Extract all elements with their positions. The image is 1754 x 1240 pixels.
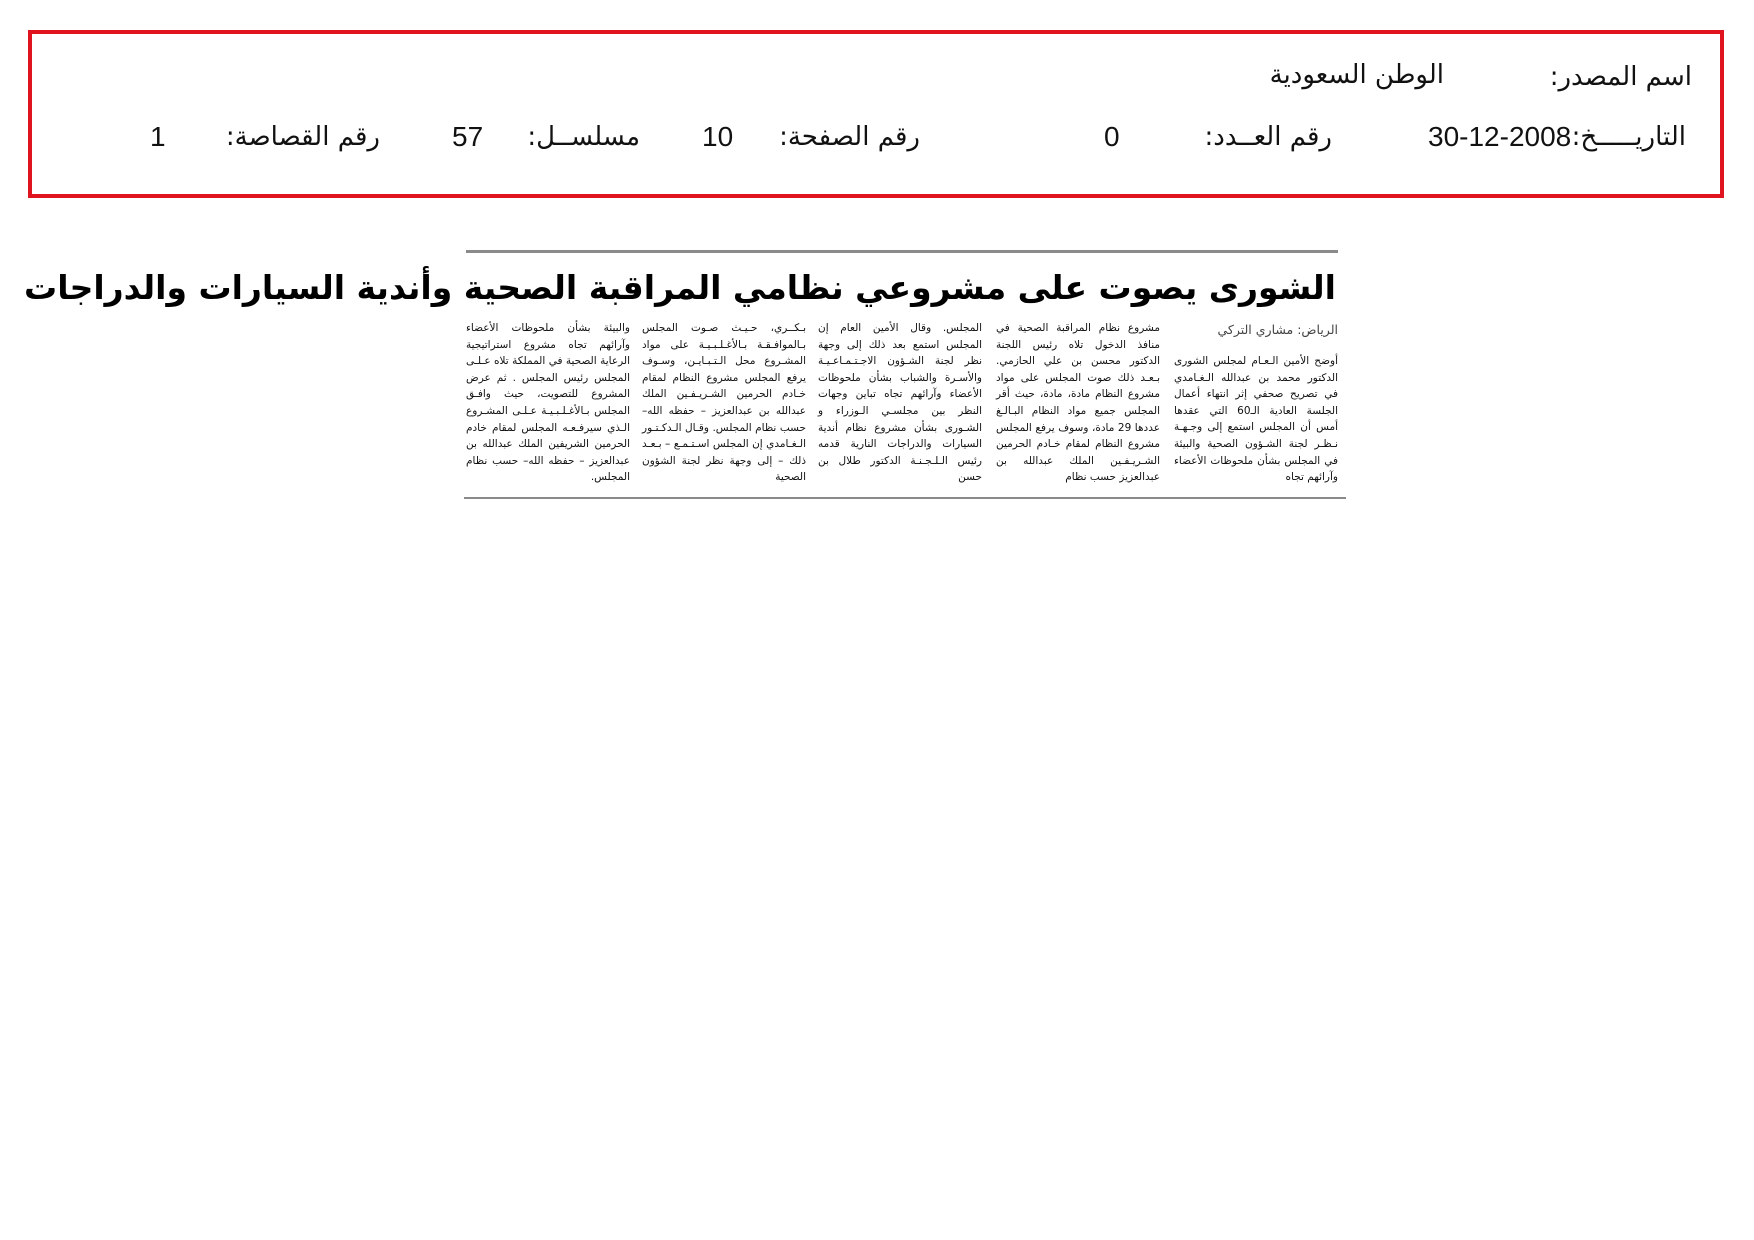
article-column-3-text: المجلس. وقال الأمين العام إن المجلس استمع بعد ذلك إلى وجهة نظر لجنة الشـؤون الاجـتـمـاعـيـة والأسـرة والشباب بشأن ملحوظات الأعضاء وآرائهم تجاه تباين وجهات النظر بين مجلسـي الـوزراء و الشـورى بشأن مشروع نظام أندية السيارات والدراجات النارية قدمه رئيس الـلـجـنـة الدكتور طلال بن حسن — [818, 322, 982, 484]
clipping-bottom-rule — [464, 497, 1346, 499]
issue-label: رقم العــدد: — [1204, 122, 1332, 152]
source-label: اسم المصدر: — [1549, 62, 1692, 92]
article-column-1-text: أوضح الأمين الـعـام لمجلس الشورى الدكتور محمد بن عبدالله الـغـامدي في تصريح صحفي إثر انتهاء أعمال الجلسة العادية الـ60 التي عقدها أمس أن المجلس استمع إلى وجـهـة نـظـر لجنة الشـؤون الصحية والبيئة في المجلس بشأن ملحوظات الأعضاء وآرائهم تجاه — [1174, 355, 1338, 484]
source-value: الوطن السعودية — [1269, 60, 1444, 90]
clipping-top-rule — [466, 250, 1338, 253]
clip-number-label: رقم القصاصة: — [225, 122, 380, 152]
newspaper-clipping — [24, 250, 1346, 502]
page-value: 10 — [702, 121, 734, 152]
article-column-2-text: مشروع نظام المراقبة الصحية في منافذ الدخول تلاه رئيس اللجنة الدكتور محسن بن علي الحازمي. بـعـد ذلك صوت المجلس على مواد مشروع النظام مادة، مادة، حيث أقر المجلس جميع مواد النظام البـالـغ عددها 29 مادة، وسوف يرفع المجلس مشروع النظام لمقام خـادم الحرمين الشـريـفـين الملك عبدالله بن عبدالعزيز حسب نظام — [996, 322, 1160, 484]
article-headline: الشورى يصوت على مشروعي نظامي المراقبة الصحية وأندية السيارات والدراجات — [24, 268, 1336, 307]
date-value: 30-12-2008 — [1428, 121, 1572, 152]
clipping-metadata-box — [28, 30, 1724, 198]
date-label: التاريـــــخ: — [1571, 122, 1686, 152]
clip-number-value: 1 — [150, 121, 166, 152]
serial-label: مسلســل: — [527, 122, 640, 152]
article-column-3 — [818, 320, 982, 494]
article-column-2 — [996, 320, 1160, 494]
article-column-4 — [642, 320, 806, 494]
article-byline: الرياض: مشاري التركي — [1217, 322, 1338, 337]
serial-value: 57 — [452, 121, 484, 152]
page-label: رقم الصفحة: — [779, 122, 920, 152]
article-column-1 — [1174, 320, 1338, 494]
article-column-5-text: والبيئة بشأن ملحوظات الأعضاء وآرائهم تجاه مشروع استراتيجية الرعاية الصحية في المملكة تلاه عـلـى المجلس رئيس المجلس . ثم عرض المشروع للتصويت، حيث وافـق المجلس بـالأغـلـبـيـة عـلـى المشـروع الـذي سيرفـعـه المجلس لمقام خادم الحرمين الشريفين الملك عبدالله بن عبدالعزيز – حفظه الله– حسب نظام المجلس. — [466, 322, 630, 484]
article-column-4-text: بـكــري، حـيـث صـوت المجلس بـالموافـقـة بـالأغـلـبـيـة على مواد المشـروع محل الـتـبـايـن، وسـوف يرفع المجلس مشروع النظام لمقام خـادم الحرمين الشـريـفـين الملك عبدالله بن عبدالعزيز – حفظه الله– حسب نظام المجلس. وقـال الـدكـتـور الـغـامدي إن المجلس اسـتـمـع – بـعـد ذلك – إلى وجهة نظر لجنة الشؤون الصحية — [642, 322, 806, 484]
article-column-5 — [466, 320, 630, 494]
issue-value: 0 — [1104, 121, 1120, 152]
